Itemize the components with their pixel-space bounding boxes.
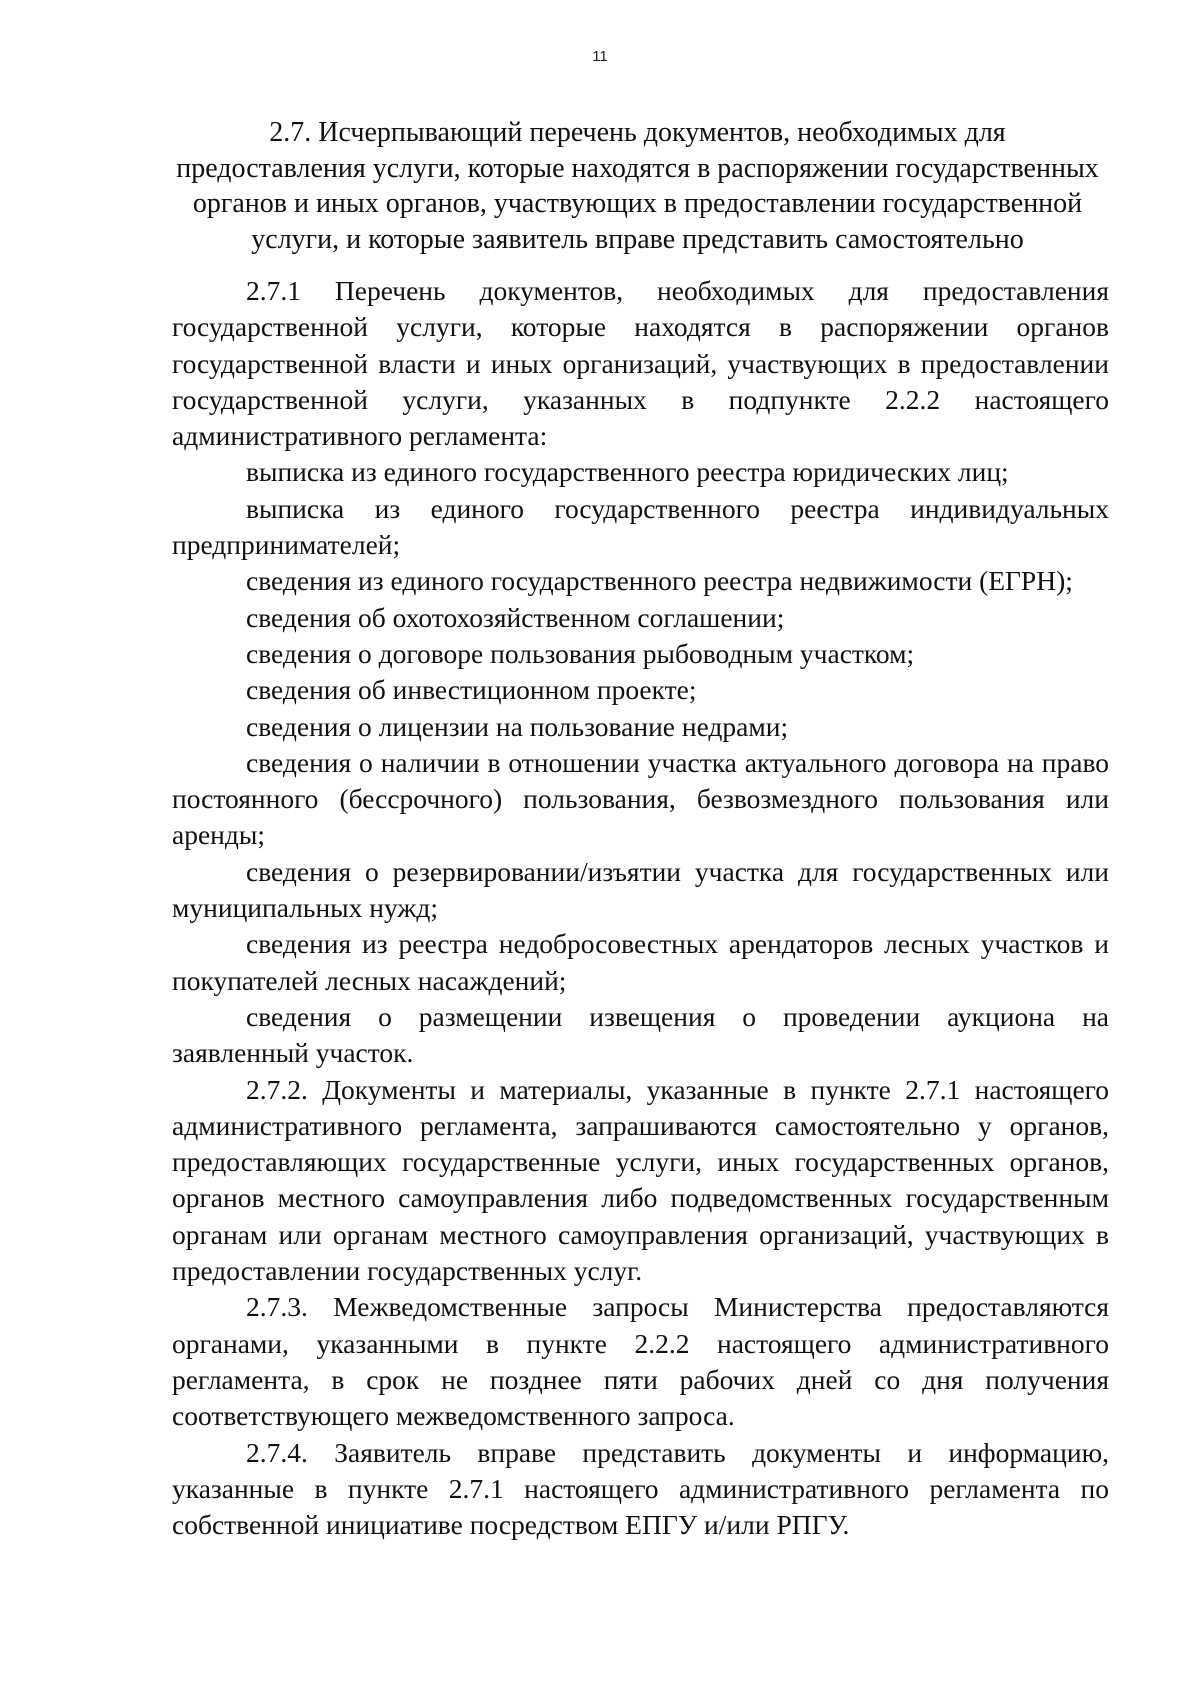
section-heading-line: 2.7. Исчерпывающий перечень документов, необходимых для <box>269 117 1006 148</box>
paragraph-2-7-4: 2.7.4. Заявитель вправе представить документы и информацию, указанные в пункте 2.7.1 настоящего административного регламента по собственной инициативе посредством ЕПГУ и/или РПГУ. <box>172 1436 1109 1541</box>
paragraph-2-7-3: 2.7.3. Межведомственные запросы Министерства предоставляются органами, указанными в пункте 2.2.2 настоящего административного регламента, в срок не позднее пяти рабочих дней со дня получения соответствующего межведомственного запроса. <box>172 1291 1109 1432</box>
list-item-land-use-contract: сведения о наличии в отношении участка актуального договора на право постоянного (бессрочного) пользования, безвозмездного пользования или аренды; <box>172 746 1109 851</box>
list-item-hunting-agreement: сведения об охотохозяйственном соглашении; <box>246 601 785 633</box>
document-body <box>172 273 1109 1543</box>
list-item-auction-notice: сведения о размещении извещения о проведении аукциона на заявленный участок. <box>172 1000 1109 1069</box>
list-item-reservation: сведения о резервировании/изъятии участка для государственных или муниципальных нужд; <box>172 855 1109 924</box>
list-item-unfair-tenants-registry: сведения из реестра недобросовестных арендаторов лесных участков и покупателей лесных насаждений; <box>172 928 1109 996</box>
section-heading-line: предоставления услуги, которые находятся в распоряжении государственных <box>176 152 1099 184</box>
list-item-egrip: выписка из единого государственного реестра индивидуальных предпринимателей; <box>172 492 1109 561</box>
list-item-egrul: выписка из единого государственного реестра юридических лиц; <box>246 456 1009 488</box>
paragraph-2-7-2: 2.7.2. Документы и материалы, указанные в пункте 2.7.1 настоящего административного регламента, запрашиваются самостоятельно у органов, предоставляющих государственные услуги, иных государственных органов, органов местного самоуправления либо подведомственных государственным органам или органам местного самоуправления организаций, участвующих в предоставлении государственных услуг. <box>172 1073 1109 1287</box>
section-heading <box>165 115 1110 257</box>
list-item-egrn: сведения из единого государственного реестра недвижимости (ЕГРН); <box>246 565 1073 597</box>
paragraph-2-7-1: 2.7.1 Перечень документов, необходимых для предоставления государственной услуги, которые находятся в распоряжении органов государственной власти и иных организаций, участвующих в предоставлении государственной услуги, указанных в подпункте 2.2.2 настоящего административного регламента: <box>172 275 1109 452</box>
list-item-fish-farming-contract: сведения о договоре пользования рыбоводным участком; <box>246 637 915 669</box>
list-item-investment-project: сведения об инвестиционном проекте; <box>246 674 697 706</box>
list-item-subsoil-license: сведения о лицензии на пользование недрами; <box>246 710 789 742</box>
page-number: 11 <box>592 48 608 65</box>
section-heading-line: услуги, и которые заявитель вправе представить самостоятельно <box>251 223 1024 255</box>
section-heading-line: органов и иных органов, участвующих в предоставлении государственной <box>192 188 1083 219</box>
